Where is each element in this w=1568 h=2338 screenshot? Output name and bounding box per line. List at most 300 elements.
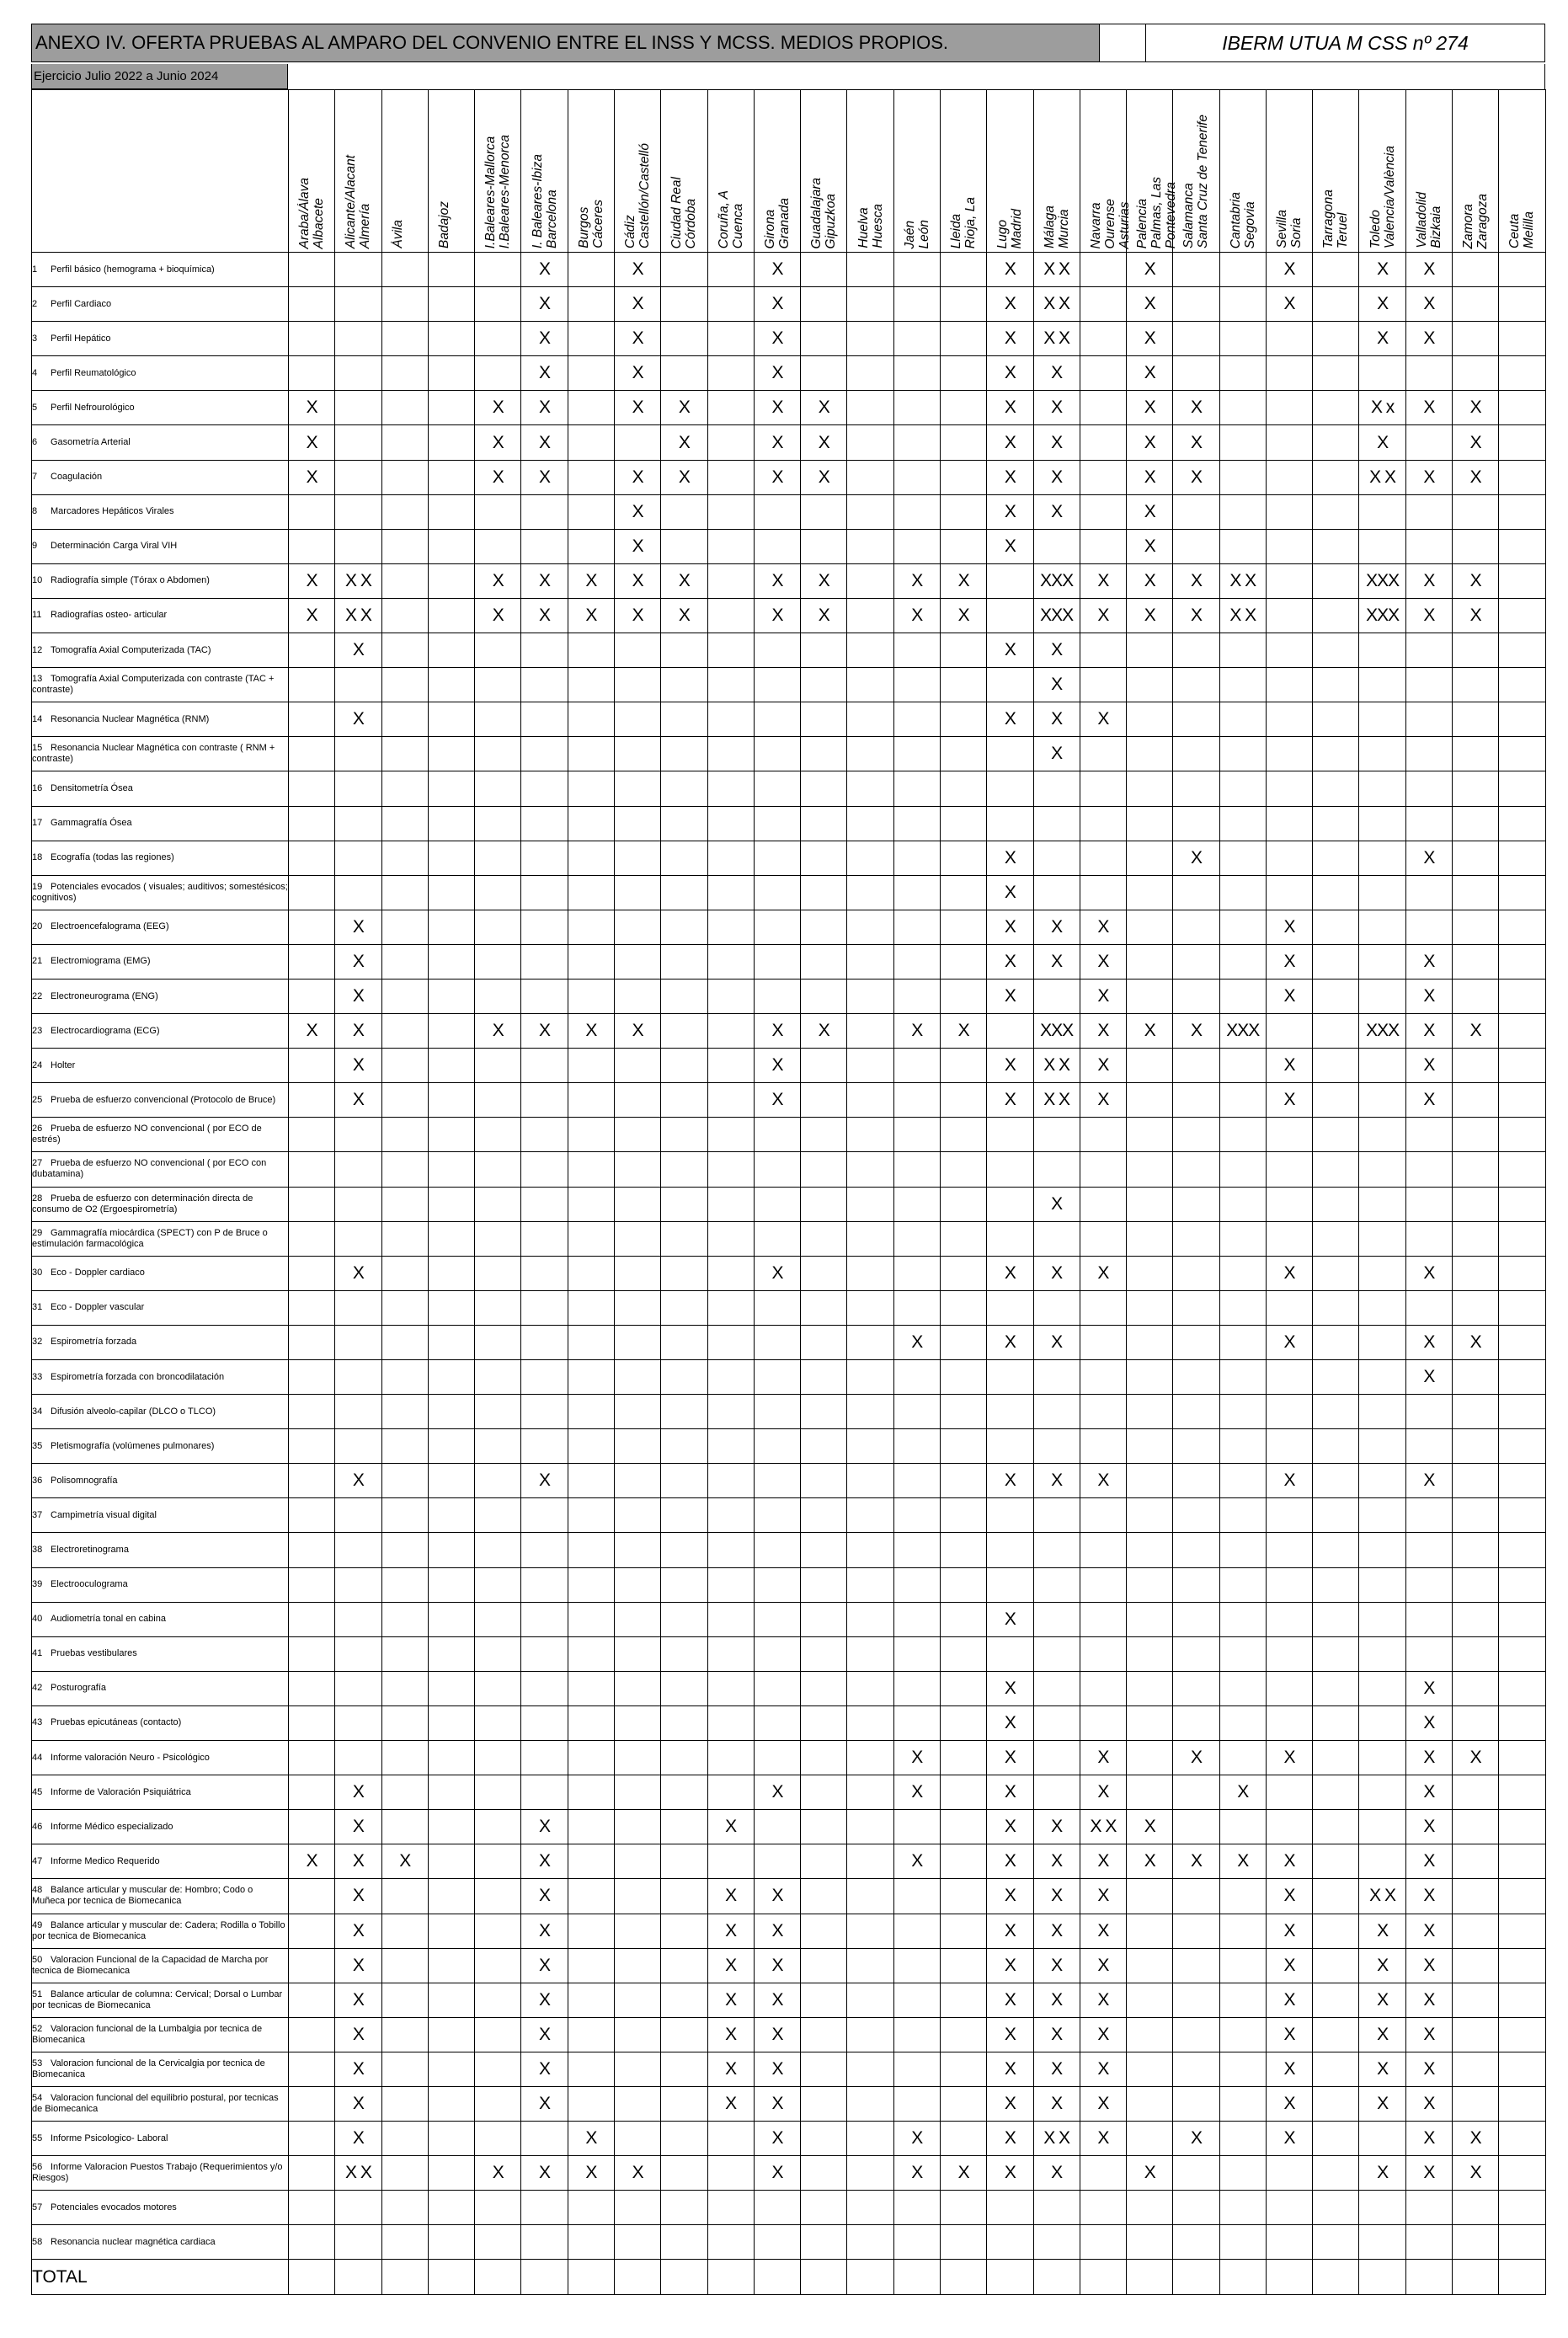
offer-mark-cell: X (521, 2086, 568, 2121)
offer-mark-cell (847, 1360, 893, 1395)
offer-mark-cell (1313, 253, 1359, 287)
offer-mark-cell: X (1266, 1948, 1312, 1983)
offer-mark-cell (661, 1602, 707, 1636)
offer-mark-cell (335, 1360, 381, 1395)
offer-mark-cell (893, 1914, 940, 1948)
offer-mark-cell: X (614, 322, 660, 356)
offer-mark-cell (801, 875, 847, 910)
offer-mark-cell (1453, 2191, 1499, 2225)
offer-mark-cell (1453, 1810, 1499, 1844)
offer-mark-cell: X (754, 2086, 800, 2121)
offer-mark-cell: X (521, 356, 568, 391)
offer-mark-cell (1127, 1395, 1173, 1429)
offer-mark-cell (428, 1014, 474, 1049)
table-row (32, 1844, 1546, 1879)
offer-mark-cell (381, 1360, 428, 1395)
offer-mark-cell: XXX (1033, 563, 1080, 598)
offer-mark-cell (289, 1498, 335, 1533)
offer-mark-cell (893, 2017, 940, 2052)
offer-mark-cell (754, 806, 800, 841)
offer-mark-cell (1266, 1775, 1312, 1810)
test-number: 31 (32, 1302, 43, 1313)
offer-mark-cell: X (987, 2017, 1033, 2052)
offer-mark-cell (289, 2191, 335, 2225)
offer-mark-cell (1219, 460, 1266, 494)
offer-mark-cell (289, 2017, 335, 2052)
offer-mark-cell (847, 1049, 893, 1083)
offer-mark-cell (1033, 1533, 1080, 1567)
offer-mark-cell (1405, 771, 1452, 806)
offer-mark-cell (893, 2191, 940, 2225)
offer-mark-cell (475, 1360, 521, 1395)
offer-mark-cell: X (614, 494, 660, 529)
province-column-header (428, 90, 474, 253)
offer-mark-cell: X (987, 2086, 1033, 2121)
offer-mark-cell (1173, 1221, 1219, 1256)
offer-mark-cell (568, 425, 614, 460)
offer-mark-cell (289, 1810, 335, 1844)
offer-mark-cell (614, 1464, 660, 1498)
offer-mark-cell (289, 1948, 335, 1983)
offer-mark-cell (1266, 2191, 1312, 2225)
test-number: 53 (32, 2058, 43, 2068)
offer-mark-cell (661, 841, 707, 875)
offer-mark-cell (893, 425, 940, 460)
offer-mark-cell: X (1080, 2122, 1126, 2156)
offer-mark-cell (1219, 425, 1266, 460)
offer-mark-cell (1173, 806, 1219, 841)
offer-mark-cell (1499, 1741, 1545, 1775)
offer-mark-cell (1033, 1395, 1080, 1429)
offer-mark-cell: X (1405, 2122, 1452, 2156)
test-name: Valoracion funcional del equilibrio postural, por tecnicas de Biomecanica (32, 2093, 279, 2115)
offer-mark-cell (1313, 2086, 1359, 2121)
offer-mark-cell: X (521, 391, 568, 425)
offer-mark-cell: X (1173, 2122, 1219, 2156)
table-row (32, 1464, 1546, 1498)
offer-mark-cell: X (893, 1844, 940, 1879)
offer-mark-cell (1359, 494, 1405, 529)
offer-mark-cell (893, 1049, 940, 1083)
offer-mark-cell (707, 563, 754, 598)
offer-mark-cell (335, 1395, 381, 1429)
offer-mark-cell (568, 1741, 614, 1775)
test-number: 32 (32, 1337, 43, 1348)
offer-mark-cell (1127, 1221, 1173, 1256)
offer-mark-cell (335, 1325, 381, 1359)
offer-mark-cell: X (893, 1014, 940, 1049)
offer-mark-cell (1033, 1775, 1080, 1810)
offer-mark-cell (1080, 1187, 1126, 1221)
offer-mark-cell (847, 2225, 893, 2260)
total-cell (568, 2260, 614, 2294)
offer-mark-cell (614, 1844, 660, 1879)
offer-mark-cell (475, 1810, 521, 1844)
offer-mark-cell (1173, 1810, 1219, 1844)
offer-mark-cell (289, 2052, 335, 2086)
offer-mark-cell (1080, 1602, 1126, 1636)
table-row (32, 944, 1546, 979)
offer-mark-cell (1453, 1844, 1499, 1879)
offer-mark-cell (1219, 1290, 1266, 1325)
offer-mark-cell (1405, 702, 1452, 737)
offer-mark-cell (661, 1671, 707, 1705)
offer-mark-cell (847, 1256, 893, 1290)
offer-mark-cell (1313, 2122, 1359, 2156)
test-number: 39 (32, 1579, 43, 1590)
test-name: Resonancia Nuclear Magnética con contraste ( RNM + contraste) (32, 743, 275, 765)
offer-mark-cell (847, 425, 893, 460)
offer-mark-cell (1313, 1187, 1359, 1221)
offer-mark-cell (1033, 1636, 1080, 1671)
offer-mark-cell (847, 1152, 893, 1187)
offer-mark-cell (754, 737, 800, 771)
offer-mark-cell (1219, 1256, 1266, 1290)
offer-mark-cell (847, 1498, 893, 1533)
offer-mark-cell (661, 1567, 707, 1602)
offer-mark-cell (1359, 979, 1405, 1013)
offer-mark-cell (847, 2191, 893, 2225)
offer-mark-cell (1359, 702, 1405, 737)
test-number: 52 (32, 2023, 43, 2034)
offer-mark-cell (428, 425, 474, 460)
offer-mark-cell (1173, 287, 1219, 322)
offer-mark-cell (614, 1983, 660, 2017)
offer-mark-cell (289, 737, 335, 771)
offer-mark-cell: X (661, 563, 707, 598)
offer-mark-cell (987, 1014, 1033, 1049)
offer-mark-cell (1313, 356, 1359, 391)
test-name: Valoracion funcional de la Cervicalgia por tecnica de Biomecanica (32, 2058, 265, 2079)
offer-mark-cell (1219, 1395, 1266, 1429)
offer-mark-cell (801, 1948, 847, 1983)
offer-mark-cell (1499, 1914, 1545, 1948)
offer-mark-cell (1313, 1118, 1359, 1152)
offer-mark-cell (1313, 771, 1359, 806)
table-row (32, 771, 1546, 806)
offer-mark-cell (614, 2122, 660, 2156)
offer-mark-cell: X (754, 425, 800, 460)
offer-mark-cell (1219, 1118, 1266, 1152)
offer-mark-cell (1453, 1360, 1499, 1395)
offer-mark-cell (893, 460, 940, 494)
offer-mark-cell (475, 1775, 521, 1810)
offer-mark-cell (1080, 1567, 1126, 1602)
offer-mark-cell: X (1127, 563, 1173, 598)
offer-mark-cell: X (1266, 1464, 1312, 1498)
offer-mark-cell (568, 1914, 614, 1948)
offer-mark-cell (1499, 1636, 1545, 1671)
offer-mark-cell: X (893, 1775, 940, 1810)
offer-mark-cell (521, 1567, 568, 1602)
offer-mark-cell (1453, 702, 1499, 737)
offer-mark-cell (1359, 1636, 1405, 1671)
header-row (31, 24, 1545, 64)
offer-mark-cell (428, 322, 474, 356)
offer-mark-cell: X (1080, 1049, 1126, 1083)
offer-mark-cell (1173, 1395, 1219, 1429)
offer-mark-cell (1266, 1187, 1312, 1221)
offer-mark-cell (754, 1395, 800, 1429)
offer-mark-cell: X X (1219, 563, 1266, 598)
offer-mark-cell: X (1033, 1879, 1080, 1914)
offer-mark-cell (1266, 460, 1312, 494)
offer-mark-cell (568, 1325, 614, 1359)
offer-mark-cell (661, 2156, 707, 2191)
offer-mark-cell (1359, 1775, 1405, 1810)
offer-mark-cell: X (335, 702, 381, 737)
total-cell (801, 2260, 847, 2294)
offer-mark-cell (521, 2225, 568, 2260)
offer-mark-cell (661, 1187, 707, 1221)
offer-mark-cell (428, 944, 474, 979)
offer-mark-cell: X (521, 1914, 568, 1948)
test-label-cell (32, 806, 289, 841)
offer-mark-cell (1313, 1844, 1359, 1879)
offer-mark-cell: X (1405, 1325, 1452, 1359)
offer-mark-cell: X (754, 1948, 800, 1983)
offer-mark-cell (1313, 1705, 1359, 1740)
offer-mark-cell (335, 356, 381, 391)
offer-mark-cell (1359, 1187, 1405, 1221)
test-label-cell (32, 1187, 289, 1221)
offer-mark-cell: X (1359, 2017, 1405, 2052)
offer-mark-cell (1453, 1879, 1499, 1914)
offer-mark-cell (661, 2225, 707, 2260)
offer-mark-cell (661, 1810, 707, 1844)
offer-mark-cell (428, 875, 474, 910)
offer-mark-cell: X (289, 391, 335, 425)
offer-mark-cell (1127, 2017, 1173, 2052)
offer-mark-cell: X (1127, 529, 1173, 563)
offer-mark-cell (801, 1395, 847, 1429)
offer-mark-cell (381, 1533, 428, 1567)
offer-mark-cell (1499, 1533, 1545, 1567)
offer-mark-cell (801, 1498, 847, 1533)
offer-mark-cell (475, 356, 521, 391)
offer-mark-cell (801, 1221, 847, 1256)
total-cell (1219, 2260, 1266, 2294)
table-row (32, 1049, 1546, 1083)
offer-mark-cell: X (521, 2052, 568, 2086)
offer-mark-cell (1453, 1983, 1499, 2017)
offer-mark-cell: X (614, 2156, 660, 2191)
offer-mark-cell (428, 1879, 474, 1914)
offer-mark-cell (661, 1636, 707, 1671)
offer-mark-cell (754, 1221, 800, 1256)
offer-mark-cell (335, 1671, 381, 1705)
offer-mark-cell (1313, 1498, 1359, 1533)
total-cell (987, 2260, 1033, 2294)
offer-mark-cell (1173, 668, 1219, 702)
table-row (32, 1498, 1546, 1533)
test-name: Ecografía (todas las regiones) (51, 852, 174, 863)
offer-mark-cell (1219, 1083, 1266, 1118)
offer-mark-cell (381, 1567, 428, 1602)
table-row (32, 1671, 1546, 1705)
offer-mark-cell (381, 1187, 428, 1221)
offer-mark-cell (893, 944, 940, 979)
offer-mark-cell (289, 875, 335, 910)
offer-mark-cell (1359, 1705, 1405, 1740)
offer-mark-cell (1219, 841, 1266, 875)
offer-mark-cell (847, 356, 893, 391)
offer-mark-cell (1173, 529, 1219, 563)
offer-mark-cell (940, 253, 986, 287)
offer-mark-cell (754, 1844, 800, 1879)
test-number: 19 (32, 881, 43, 892)
offer-mark-cell (1127, 1152, 1173, 1187)
offer-mark-cell: X (521, 1879, 568, 1914)
offer-mark-cell (1080, 1290, 1126, 1325)
offer-mark-cell (381, 2191, 428, 2225)
test-name: Perfil Nefrourológico (51, 402, 135, 413)
total-cell (754, 2260, 800, 2294)
offer-mark-cell: X (1033, 2156, 1080, 2191)
offer-mark-cell (754, 979, 800, 1013)
table-row (32, 1636, 1546, 1671)
offer-mark-cell (1405, 875, 1452, 910)
test-number: 12 (32, 644, 43, 655)
offer-mark-cell (1219, 1671, 1266, 1705)
test-number: 33 (32, 1371, 43, 1382)
offer-mark-cell (987, 1187, 1033, 1221)
test-number: 28 (32, 1193, 43, 1204)
province-column-header (614, 90, 660, 253)
offer-mark-cell (1499, 287, 1545, 322)
offer-mark-cell (707, 668, 754, 702)
offer-mark-cell (754, 875, 800, 910)
offer-mark-cell (1499, 633, 1545, 668)
offer-mark-cell (1266, 1014, 1312, 1049)
offer-mark-cell (568, 391, 614, 425)
offer-mark-cell (335, 1498, 381, 1533)
offer-mark-cell (475, 494, 521, 529)
offer-mark-cell (1453, 529, 1499, 563)
offer-mark-cell (707, 1533, 754, 1567)
offer-mark-cell (475, 1983, 521, 2017)
offer-mark-cell: X (987, 1325, 1033, 1359)
test-number: 17 (32, 818, 43, 829)
offer-mark-cell: X (987, 1602, 1033, 1636)
offer-mark-cell (521, 633, 568, 668)
offer-mark-cell (1080, 425, 1126, 460)
offer-mark-cell (475, 287, 521, 322)
offer-mark-cell: X (289, 598, 335, 633)
offer-mark-cell: X (1173, 425, 1219, 460)
offer-mark-cell (893, 494, 940, 529)
offer-mark-cell (893, 668, 940, 702)
offer-mark-cell (1033, 1602, 1080, 1636)
offer-mark-cell (1033, 875, 1080, 910)
offer-mark-cell (289, 1705, 335, 1740)
test-name: Pruebas epicutáneas (contacto) (51, 1717, 182, 1728)
offer-mark-cell: X (335, 944, 381, 979)
offer-mark-cell (847, 2017, 893, 2052)
offer-mark-cell (289, 356, 335, 391)
offer-mark-cell (1173, 1498, 1219, 1533)
table-row (32, 1360, 1546, 1395)
offer-mark-cell (847, 1533, 893, 1567)
offer-mark-cell: X (475, 598, 521, 633)
offer-mark-cell: X (987, 1983, 1033, 2017)
test-label-cell (32, 2052, 289, 2086)
offer-mark-cell: X (1405, 944, 1452, 979)
offer-mark-cell (289, 2122, 335, 2156)
offer-mark-cell (1359, 1741, 1405, 1775)
offer-mark-cell (1499, 253, 1545, 287)
offer-mark-cell (521, 1290, 568, 1325)
offer-mark-cell (1499, 1464, 1545, 1498)
offer-mark-cell (1127, 1256, 1173, 1290)
offer-mark-cell (335, 253, 381, 287)
table-row (32, 737, 1546, 771)
offer-mark-cell (754, 1533, 800, 1567)
offer-mark-cell (1033, 1498, 1080, 1533)
total-cell (661, 2260, 707, 2294)
offer-mark-cell: X (568, 598, 614, 633)
offer-mark-cell (1453, 1602, 1499, 1636)
offer-mark-cell (801, 944, 847, 979)
total-cell (847, 2260, 893, 2294)
offer-mark-cell (1080, 1325, 1126, 1359)
offer-mark-cell: X (1405, 2052, 1452, 2086)
offer-mark-cell (847, 2156, 893, 2191)
offer-mark-cell (381, 1256, 428, 1290)
offer-mark-cell (893, 1187, 940, 1221)
offer-mark-cell (335, 806, 381, 841)
offer-mark-cell (707, 1152, 754, 1187)
offer-mark-cell (568, 356, 614, 391)
offer-mark-cell (428, 253, 474, 287)
offer-mark-cell: X (987, 1948, 1033, 1983)
test-label-cell (32, 391, 289, 425)
offer-mark-cell (893, 1983, 940, 2017)
offer-mark-cell (940, 668, 986, 702)
offer-mark-cell (661, 737, 707, 771)
offer-mark-cell (893, 2225, 940, 2260)
offer-mark-cell: X (1127, 2156, 1173, 2191)
offer-mark-cell (847, 2122, 893, 2156)
table-row (32, 1290, 1546, 1325)
offer-mark-cell: X (568, 2156, 614, 2191)
offer-mark-cell (289, 1429, 335, 1464)
offer-mark-cell (1313, 1290, 1359, 1325)
offer-mark-cell (1313, 1083, 1359, 1118)
test-label-cell (32, 910, 289, 944)
offer-mark-cell (381, 1221, 428, 1256)
offer-mark-cell (475, 1464, 521, 1498)
offer-mark-cell (1313, 841, 1359, 875)
tests-table (31, 89, 1546, 2295)
offer-mark-cell (289, 1290, 335, 1325)
offer-mark-cell (847, 1464, 893, 1498)
offer-mark-cell (1266, 668, 1312, 702)
offer-mark-cell (521, 529, 568, 563)
offer-mark-cell (661, 1290, 707, 1325)
offer-mark-cell: X (987, 910, 1033, 944)
offer-mark-cell (1359, 1360, 1405, 1395)
offer-mark-cell (428, 1533, 474, 1567)
offer-mark-cell (707, 1256, 754, 1290)
offer-mark-cell: X (707, 1948, 754, 1983)
offer-mark-cell (475, 322, 521, 356)
offer-mark-cell (801, 910, 847, 944)
offer-mark-cell: X (1080, 1256, 1126, 1290)
offer-mark-cell (614, 2017, 660, 2052)
total-cell (289, 2260, 335, 2294)
offer-mark-cell (475, 875, 521, 910)
